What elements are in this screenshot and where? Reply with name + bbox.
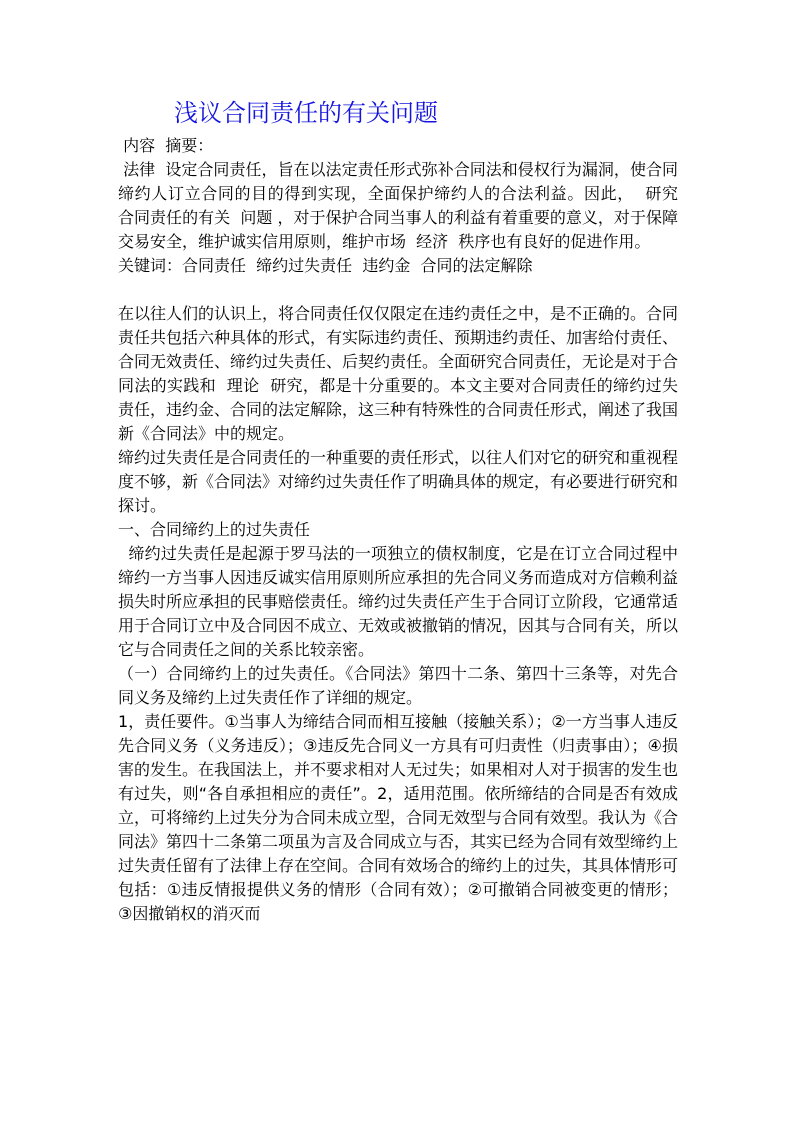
abstract-heading: 内容 摘要：: [118, 136, 214, 155]
intro-paragraph: 在以往人们的认识上，将合同责任仅仅限定在违约责任之中，是不正确的。合同责任共包括六种具体的形式，有实际违约责任、预期违约责任、加害给付责任、合同无效责任、缔约过失责任、后契约责任。全面研究合同责任，无论是对于合同法的实践和 理论 研究，都是十分重要的。本文主要对合同责任的缔约过失责任，违约金、合同的法定解除，这三种有特殊性的合同责任形式，阐述了我国新《合同法》中的规定。: [118, 304, 679, 443]
keywords: 关键词：合同责任 缔约过失责任 违约金 合同的法定解除: [118, 256, 533, 275]
subsection-1-paragraph: （一）合同缔约上的过失责任。《合同法》第四十二条、第四十三条等，对先合同义务及缔约上过失责任作了详细的规定。: [118, 664, 678, 707]
culpa-paragraph: 缔约过失责任是合同责任的一种重要的责任形式，以往人们对它的研究和重视程度不够，新《合同法》对缔约过失责任作了明确具体的规定，有必要进行研究和探讨。: [118, 448, 679, 515]
elements-paragraph: 1，责任要件。①当事人为缔结合同而相互接触（接触关系）；②一方当事人违反先合同义务（义务违反）；③违反先合同义一方具有可归责性（归责事由）；④损害的发生。在我国法上，并不要求相对人无过失；如果相对人对于损害的发生也有过失，则“各自承担相应的责任”。2，适用范围。依所缔结的合同是否有效成立，可将缔约上过失分为合同未成立型，合同无效型与合同有效型。我认为《合同法》第四十二条第二项虽为言及合同成立与否，其实已经为合同有效型缔约上过失责任留有了法律上存在空间。合同有效场合的缔约上的过失，其具体情形可包括：①违反情报提供义务的情形（合同有效）；②可撤销合同被变更的情形；③因撤销权的消灭而: [118, 712, 679, 923]
abstract-body: 法律 设定合同责任，旨在以法定责任形式弥补合同法和侵权行为漏洞，使合同缔约人订立合同的目的得到实现，全面保护缔约人的合法利益。因此， 研究 合同责任的有关 问题 ，对于保护合同当事人的利益有着重要的意义，对于保障交易安全，维护诚实信用原则，维护市场 经济 秩序也有良好的促进作用。: [118, 160, 689, 251]
document-page: [118, 96, 689, 926]
section-heading-1: 一、合同缔约上的过失责任: [118, 520, 311, 539]
origin-paragraph: 缔约过失责任是起源于罗马法的一项独立的债权制度，它是在订立合同过程中缔约一方当事人因违反诚实信用原则所应承担的先合同义务而造成对方信赖利益损失时所应承担的民事赔偿责任。缔约过失责任产生于合同订立阶段，它通常适用于合同订立中及合同因不成立、无效或被撤销的情况，因其与合同有关，所以它与合同责任之间的关系比较亲密。: [118, 544, 679, 659]
blank-line: [118, 278, 678, 302]
document-title: 浅议合同责任的有关问题: [174, 99, 438, 127]
